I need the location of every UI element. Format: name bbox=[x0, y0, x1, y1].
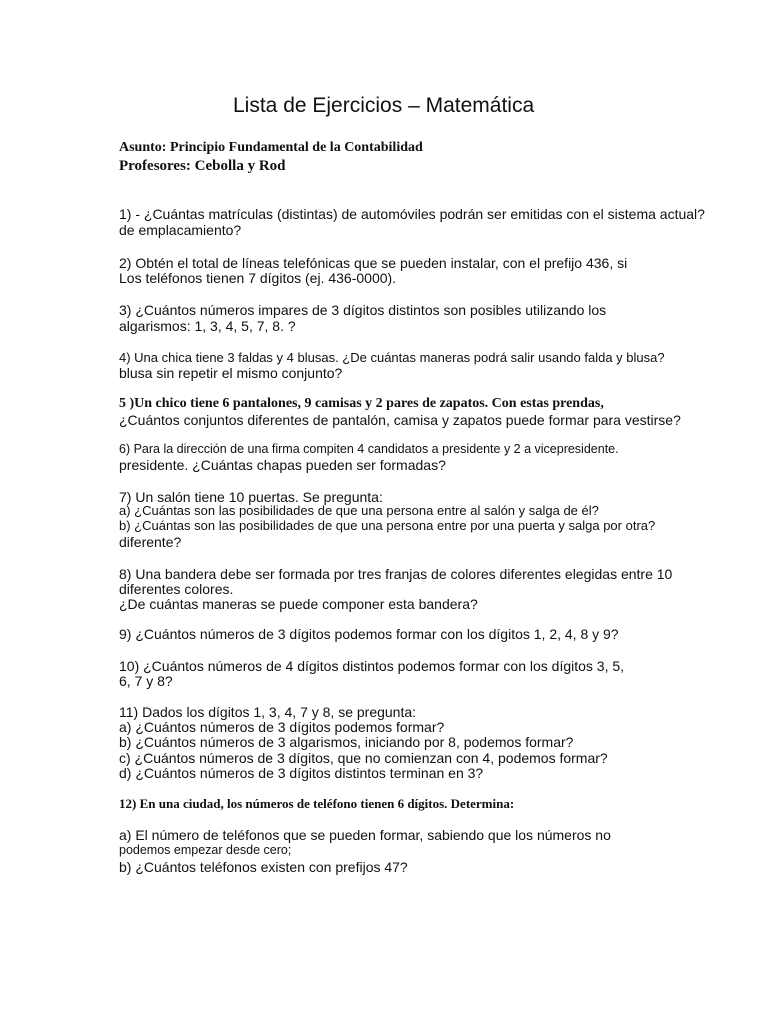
exercise-12-line-3: podemos empezar desde cero; bbox=[119, 843, 292, 857]
exercise-4-line-2: blusa sin repetir el mismo conjunto? bbox=[119, 365, 343, 381]
document-title: Lista de Ejercicios – Matemática bbox=[233, 94, 535, 117]
exercise-11-line-2: a) ¿Cuántos números de 3 dígitos podemos formar? bbox=[119, 719, 445, 735]
exercise-2-line-1: 2) Obtén el total de líneas telefónicas que se pueden instalar, con el prefijo 436, si bbox=[119, 255, 628, 271]
exercise-10-line-1: 10) ¿Cuántos números de 4 dígitos distintos podemos formar con los dígitos 3, 5, bbox=[119, 658, 625, 674]
exercise-7-line-3: b) ¿Cuántas son las posibilidades de que una persona entre por una puerta y salga por otra? bbox=[119, 518, 656, 533]
exercise-11-line-5: d) ¿Cuántos números de 3 dígitos distintos terminan en 3? bbox=[119, 765, 484, 781]
exercise-11-line-1: 11) Dados los dígitos 1, 3, 4, 7 y 8, se pregunta: bbox=[119, 704, 417, 720]
exercise-2-line-2: Los teléfonos tienen 7 dígitos (ej. 436-0000). bbox=[119, 270, 397, 286]
exercise-6-line-1: 6) Para la dirección de una firma compiten 4 candidatos a presidente y 2 a vicepresidente. bbox=[119, 442, 619, 456]
exercise-6-line-2: presidente. ¿Cuántas chapas pueden ser formadas? bbox=[119, 457, 446, 473]
subject-line: Asunto: Principio Fundamental de la Contabilidad bbox=[119, 140, 423, 155]
teachers-line: Profesores: Cebolla y Rod bbox=[119, 158, 286, 174]
exercise-7-line-1: 7) Un salón tiene 10 puertas. Se pregunta: bbox=[119, 489, 383, 505]
exercise-12-line-1: 12) En una ciudad, los números de teléfono tienen 6 dígitos. Determina: bbox=[119, 796, 515, 811]
exercise-4-line-1: 4) Una chica tiene 3 faldas y 4 blusas. ¿De cuántas maneras podrá salir usando falda y blusa? bbox=[119, 350, 665, 365]
exercise-5-line-2: ¿Cuántos conjuntos diferentes de pantalón, camisa y zapatos puede formar para vestirse? bbox=[119, 412, 681, 428]
exercise-8-line-3: ¿De cuántas maneras se puede componer esta bandera? bbox=[119, 596, 478, 612]
exercise-10-line-2: 6, 7 y 8? bbox=[119, 673, 173, 689]
exercise-5-line-1: 5 )Un chico tiene 6 pantalones, 9 camisas y 2 pares de zapatos. Con estas prendas, bbox=[119, 396, 604, 411]
exercise-3-line-2: algarismos: 1, 3, 4, 5, 7, 8. ? bbox=[119, 318, 296, 334]
exercise-11-line-3: b) ¿Cuántos números de 3 algarismos, iniciando por 8, podemos formar? bbox=[119, 734, 574, 750]
exercise-7-line-4: diferente? bbox=[119, 534, 182, 550]
exercise-12-line-4: b) ¿Cuántos teléfonos existen con prefijos 47? bbox=[119, 859, 408, 875]
exercise-8-line-2: diferentes colores. bbox=[119, 581, 234, 597]
exercise-12-line-2: a) El número de teléfonos que se pueden formar, sabiendo que los números no bbox=[119, 827, 611, 843]
exercise-7-line-2: a) ¿Cuántas son las posibilidades de que una persona entre al salón y salga de él? bbox=[119, 503, 599, 518]
exercise-3-line-1: 3) ¿Cuántos números impares de 3 dígitos distintos son posibles utilizando los bbox=[119, 302, 607, 318]
exercise-9-line-1: 9) ¿Cuántos números de 3 dígitos podemos formar con los dígitos 1, 2, 4, 8 y 9? bbox=[119, 626, 619, 642]
exercise-11-line-4: c) ¿Cuántos números de 3 dígitos, que no comienzan con 4, podemos formar? bbox=[119, 750, 608, 766]
exercise-1-line-1: 1) - ¿Cuántas matrículas (distintas) de automóviles podrán ser emitidas con el sistema actual? bbox=[119, 206, 705, 222]
exercise-8-line-1: 8) Una bandera debe ser formada por tres franjas de colores diferentes elegidas entre 10 bbox=[119, 566, 673, 582]
exercise-1-line-2: de emplacamiento? bbox=[119, 222, 242, 238]
